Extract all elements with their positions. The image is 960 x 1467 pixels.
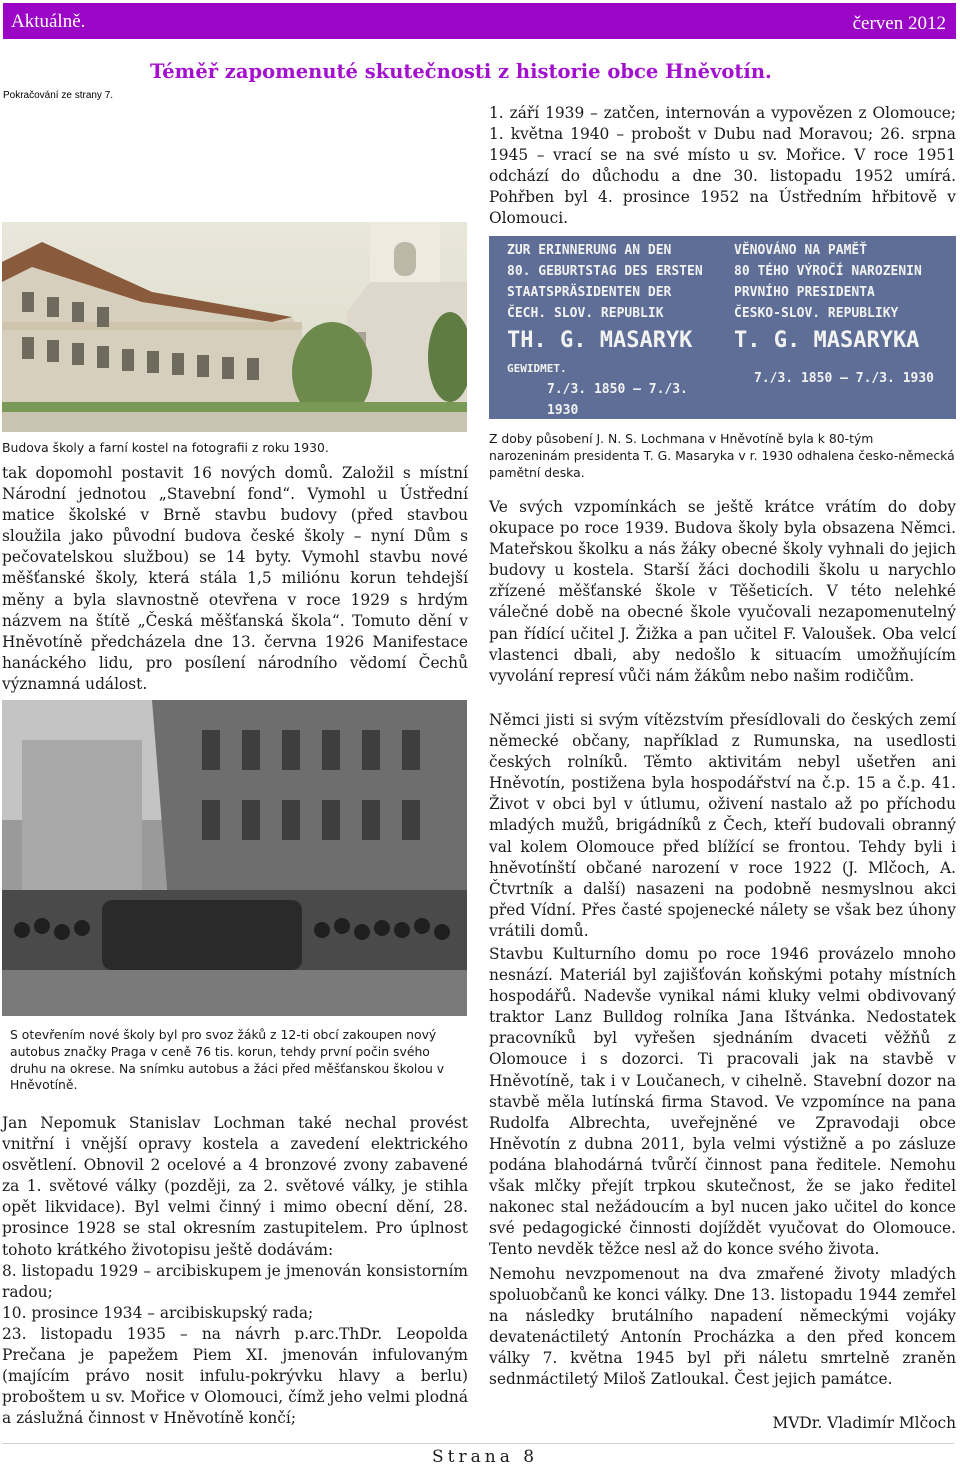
plaque-line: ČESKO-SLOV. REPUBLIKY xyxy=(734,306,899,321)
right-paragraph-3: Stavbu Kulturního domu po roce 1946 provázelo mnoho nesnází. Materiál byl zajišťován koňskými potahy místních hospodářů. Nadevše vynikal námi kluky velmi obdivovaný traktor Lanz Bulldog rolníka Jana Ištvánka. Nedostatek pracovníků byl vyřešen sjednáním dvaceti věžňů z Olomouce i s dozorci. Ti pracovali jak na stavbě v Hněvotíně, tak i v Loučanech, v cihelně. Stavební dozor na stavbě měla lutínská firma Stavod. Ve vzpomínce na pana Rudolfa Albrechta, uveřejněné ve Zpravodaji obce Hněvotín z dubna 2011, byla velmi výstižně a po zásluze podána blahodárná tvůrčí činnost pana ředitele. Nemohu však mlčky přejít trpkou skutečnost, že se jako ředitel nakonec stal nežádoucím a byl nucen jako učitel do konce své pedagogické činnosti dojíždět vyučovat do Olomouce. Tento nevděk těžce nesl až do konce svého života. xyxy=(489,945,956,1259)
plaque-czech-text xyxy=(734,240,949,389)
author-signature: MVDr. Vladimír Mlčoch xyxy=(772,1414,956,1432)
biography-item: 10. prosince 1934 – arcibiskupský rada; xyxy=(2,1304,314,1322)
plaque-line: STAATSPRÄSIDENTEN DER xyxy=(507,285,672,300)
page-number: Strana 8 xyxy=(432,1447,539,1467)
header-banner xyxy=(3,3,956,39)
plaque-line: GEWIDMET. xyxy=(507,362,567,375)
section-label: Aktuálně. xyxy=(11,11,86,32)
bus-pupils-photo xyxy=(2,700,467,1016)
plaque-line: 7./3. 1850 — 7./3. 1930 xyxy=(754,371,935,386)
masaryk-plaque-photo xyxy=(489,236,956,419)
plaque-line: 80 TÉHO VÝROČÍ NAROZENIN xyxy=(734,264,922,279)
plaque-german-text xyxy=(507,240,717,419)
biography-item: 23. listopadu 1935 – na návrh p.arc.ThDr. Leopolda Prečana je papežem Piem XI. jmenován infulovaným (majícím právo nosit infulu-pokrývku hlavy a berlu) proboštem u sv. Mořice v Olomouci, čímž jeho velmi plodná a záslužná činnost v Hněvotíně končí; xyxy=(2,1325,468,1428)
footer-divider xyxy=(2,1443,954,1444)
right-paragraph-1: Ve svých vzpomínkách se ještě krátce vrátím do doby okupace po roce 1939. Budova školy byla obsazena Němci. Mateřskou školku a nás žáky obecné školy vyhnali do jejich budovy u kostela. Starší žáci dochodili školu u narychlo zřízené měšťanské škole v Těšeticích. V této nelehké válečné době na obecné škole vyučovali nezapomenutelný pan řídící učitel J. Žižka a pan učitel F. Valoušek. Oba velcí vlastenci dbali, aby nedošlo k situacím umožňujícím vyvolání represí vůči nám žákům nebo našim rodičům. xyxy=(489,498,956,685)
right-paragraph-4: Nemohu nevzpomenout na dva zmařené životy mladých spoluobčanů ke konci války. Dne 13. listopadu 1944 zemřel na následky brutálního napadení německými vojáky devatenáctiletý Antonín Procházka a den před koncem války 7. května 1945 byl při náletu smrtelně zraněn sednmáctiletý Miloš Zatloukal. Čest jejich památce. xyxy=(489,1265,956,1389)
plaque-line: ČECH. SLOV. REPUBLIK xyxy=(507,306,664,321)
left-paragraph-1: tak dopomohl postavit 16 nových domů. Založil s místní Národní jednotou „Stavební fond“. Vymohl u Ústřední matice školské v Brně stavbu budovy (před stavbou sloužila jako původní budova české školy – nyní Dům s pečovatelskou službou) se 14 byty. Vymohl stavbu nové měšťanské školy, která stála 1,5 miliónu korun tehdejší měny a byla slavnostně otevřena v roce 1929 s hrdým názvem na štítě „Česká měšťanská škola“. Tomuto dění v Hněvotíně předcházela dne 13. června 1926 Manifestace hanáckého lidu, pro posílení národního vědomí Čechů významná událost. xyxy=(2,464,468,693)
plaque-name: T. G. MASARYKA xyxy=(734,328,920,353)
school-church-photo xyxy=(2,222,467,432)
photo1-caption: Budova školy a farní kostel na fotografii z roku 1930. xyxy=(2,440,329,455)
continuation-note: Pokračování ze strany 7. xyxy=(3,90,114,101)
right-paragraph-2: Němci jisti si svým vítězstvím přesídlovali do českých zemí německé občany, například z Rumunska, na usedlosti českých rolníků. Těmto aktivitám nebyl ušetřen ani Hněvotín, postižena byla hospodářství na č.p. 15 a č.p. 41. Život v obci byl v útlumu, oživení nastalo až po příchodu mladých mužů, brigádníků z Čech, kteří budovali obranný val kolem Olomouce před blížící se frontou. Tehdy byli i hněvotínští občané narození v roce 1922 (J. Mlčoch, A. Čtvrtník a další) nasazeni na podobně nesmyslnou akci před Vídní. Přes časté spojenecké nálety se však bez úhony vrátili domů. xyxy=(489,711,956,940)
article-title: Téměř zapomenuté skutečnosti z historie obce Hněvotín. xyxy=(150,60,772,83)
plaque-line: 7./3. 1850 — 7./3. 1930 xyxy=(547,382,688,418)
issue-date: červen 2012 xyxy=(852,13,946,34)
plaque-name: TH. G. MASARYK xyxy=(507,328,693,353)
biography-item: 8. listopadu 1929 – arcibiskupem je jmenován konsistorním radou; xyxy=(2,1262,468,1302)
plaque-line: VĚNOVÁNO NA PAMĚŤ xyxy=(734,243,868,258)
plaque-line: ZUR ERINNERUNG AN DEN xyxy=(507,243,672,258)
plaque-line: 80. GEBURTSTAG DES ERSTEN xyxy=(507,264,703,279)
left-paragraph-2: Jan Nepomuk Stanislav Lochman také nechal provést vnitřní i vnější opravy kostela a zavedení elektrického osvětlení. Obnovil 2 ocelové a 4 bronzové zvony zabavené za 1. světové války (později, za 2. světové války, je stihla opět likvidace). Byl velmi činný i mimo obecní dění, 28. prosince 1928 se stal okresním zastupitelem. Pro úplnost tohoto krátkého životopisu ještě dodávám: xyxy=(2,1114,468,1259)
plaque-caption: Z doby působení J. N. S. Lochmana v Hněvotíně byla k 80-tým narozeninám presidenta T. G. Masaryka v r. 1930 odhalena česko-německá pamětní deska. xyxy=(489,431,955,480)
plaque-line: PRVNÍHO PRESIDENTA xyxy=(734,285,875,300)
photo2-caption: S otevřením nové školy byl pro svoz žáků z 12-ti obcí zakoupen nový autobus značky Praga v ceně 76 tis. korun, tehdy první počin svého druhu na okrese. Na snímku autobus a žáci před měšťanskou školou v Hněvotíně. xyxy=(10,1027,445,1093)
intro-paragraph: 1. září 1939 – zatčen, internován a vypovězen z Olomouce; 1. května 1940 – probošt v Dubu nad Moravou; 26. srpna 1945 – vrací se na své místo u sv. Mořice. V roce 1951 odchází do důchodu a dne 30. listopadu 1952 umírá. Pohřben byl 4. prosince 1952 na Ústředním hřbitově v Olomouci. xyxy=(489,104,956,228)
